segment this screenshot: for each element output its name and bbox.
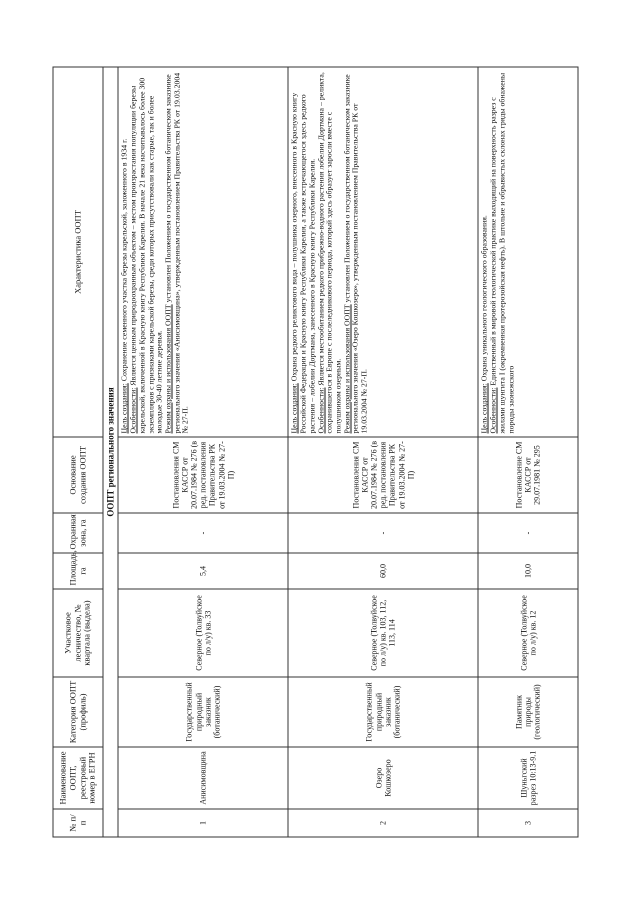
desc-paragraph: Режим охраны и использования ООПТ установлен Положением о государственном ботаническом заказнике регионального значения «Анисимовщина», утвержденным постановлением Правительства РК от 19.03.2004 № 27-П. bbox=[163, 72, 190, 434]
header-forestry: Участковое лесничество, № квартала (выдела) bbox=[53, 589, 103, 677]
header-basis: Основание создания ООПТ bbox=[53, 437, 103, 513]
section-title: ООПТ регионального значения bbox=[103, 67, 118, 837]
desc-paragraph: Цель создания: Сохранение семенного участка березы карельской, заложенного в 1934 г. bbox=[119, 138, 129, 434]
section-row bbox=[103, 67, 118, 837]
table-row bbox=[118, 67, 288, 837]
header-description: Характеристика ООПТ bbox=[53, 67, 103, 437]
desc-paragraph: Особенности: Является ценным природоохранным объектом – местом произрастания популяции березы карельской, включенной в Красную книгу Республики Карелия. В начале 21 века насчитывалось более 300 экземпляров с признаками карельской березы, среди которых присутствовали как старые, так и более молодые 30-40 летние деревья. bbox=[128, 77, 164, 434]
row-buffer: - bbox=[288, 513, 478, 553]
row-buffer: - bbox=[478, 513, 578, 553]
row-forestry: Северное (Толвуйское по л/у) кв. 103, 112, 113, 114 bbox=[288, 589, 478, 677]
header-area: Площадь, га bbox=[53, 553, 103, 589]
header-num: № п/п bbox=[53, 809, 103, 837]
row-name: Шуньгский разрез 10:13-9.1 bbox=[478, 747, 578, 809]
row-basis: Постановления СМ КАССР от 20.07.1984 № 276 (в ред. постановления Правительства РК от 19.03.2004 № 27-П) bbox=[118, 437, 288, 513]
row-area: 60,0 bbox=[288, 553, 478, 589]
desc-paragraph: Особенности: Является местообитанием редкого прибрежно-водного растения лобелии Дортмана – реликта, сохранившегося в Европе с послеледникового периода, который здесь образует заросли вместе с полушником озерным. bbox=[316, 72, 343, 434]
row-area: 5,4 bbox=[118, 553, 288, 589]
row-category: Государственный природный заказник (ботанический) bbox=[288, 677, 478, 747]
row-num: 2 bbox=[288, 809, 478, 837]
row-forestry: Северное (Толвуйское по л/у) кв. 12 bbox=[478, 589, 578, 677]
header-category: Категория ООПТ (профиль) bbox=[53, 677, 103, 747]
header-buffer: Охранная зона, га bbox=[53, 513, 103, 553]
header-row bbox=[53, 67, 103, 837]
oopt-table bbox=[53, 67, 579, 838]
row-category: Памятник природы (геологический) bbox=[478, 677, 578, 747]
rotated-table-container bbox=[53, 68, 578, 838]
desc-paragraph: Цель создания: Охрана уникального геологического образования. bbox=[479, 215, 489, 434]
row-basis: Постановление СМ КАССР от 29.07.1981 № 295 bbox=[478, 437, 578, 513]
row-forestry: Северное (Толвуйское по л/у) кв. 33 bbox=[118, 589, 288, 677]
row-description bbox=[478, 67, 578, 437]
row-category: Государственный природный заказник (ботанический) bbox=[118, 677, 288, 747]
table-row bbox=[288, 67, 478, 837]
header-name: Наименование ООПТ, реестровый номер в ЕГРН bbox=[53, 747, 103, 809]
row-description bbox=[288, 67, 478, 437]
table-row bbox=[478, 67, 578, 837]
desc-paragraph: Особенности: Единственный в мировой геологической практике выходящий на поверхность разрез с жилами шунгита I (окремненная протерозойская нефть). В штольне и обрывистых склонах гряды обнажены породы заонежского bbox=[488, 72, 515, 434]
row-name: Озеро Кошкозеро bbox=[288, 747, 478, 809]
row-buffer: - bbox=[118, 513, 288, 553]
row-basis: Постановления СМ КАССР от 20.07.1984 № 276 (в ред. постановления Правительства РК от 19.03.2004 № 27-П) bbox=[288, 437, 478, 513]
row-num: 3 bbox=[478, 809, 578, 837]
row-description bbox=[118, 67, 288, 437]
row-name: Анисимовщина bbox=[118, 747, 288, 809]
desc-paragraph: Цель создания: Охрана редкого реликтового вида – полушника озерного, внесенного в Красную книгу Российской Федерации и Красную книгу Республики Карелия, а также встречающегося здесь редкого растения – лобелии Дортмана, занесенного в Красную книгу Республики Карелия. bbox=[289, 92, 317, 434]
desc-paragraph: Режим охраны и использования ООПТ установлен Положением о государственном ботаническом заказнике регионального значения «Озеро Кошкозеро», утвержденным постановлением Правительства РК от 19.03.2004 № 27-П. bbox=[342, 74, 369, 434]
row-num: 1 bbox=[118, 809, 288, 837]
row-area: 10,0 bbox=[478, 553, 578, 589]
